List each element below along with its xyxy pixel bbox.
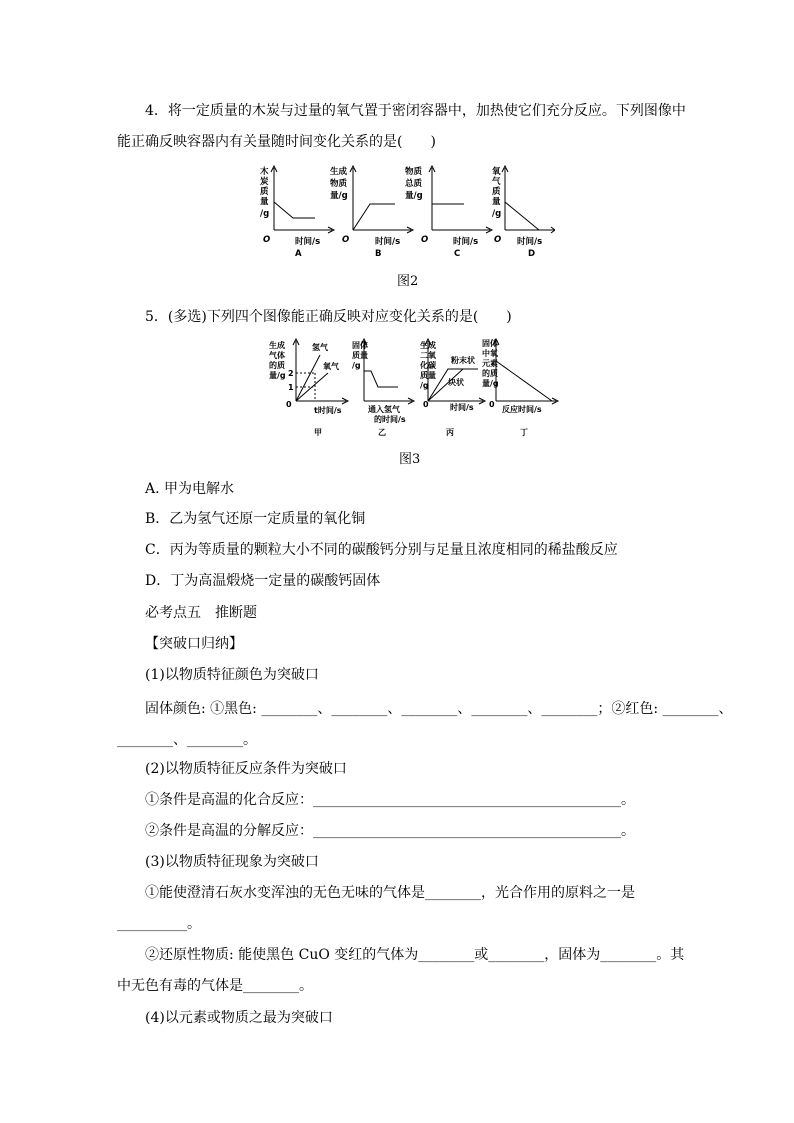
chart-c-ylabel-1: 总质 — [405, 179, 423, 189]
chart-jia-letter: 甲 — [314, 428, 322, 437]
chart-ding-ylabel-4: 量/g — [482, 379, 499, 388]
figure-3-caption: 图3 — [399, 452, 421, 467]
chart-bing-ylabel-0: 生成 — [420, 341, 436, 350]
chart-b-origin: O — [342, 235, 350, 245]
chart-yi-letter: 乙 — [378, 428, 386, 437]
option-a: A. 甲为电解水 — [145, 481, 235, 497]
option-d: D．丁为高温煅烧一定量的碳酸钙固体 — [145, 573, 381, 589]
chart-a-ylabel-3: 量 — [260, 197, 269, 207]
figure-3 — [268, 335, 563, 441]
chart-b-ylabel-2: 量/g — [330, 191, 348, 201]
section-title: 必考点五 推断题 — [145, 605, 257, 621]
chart-bing-series-powder: 粉末状 — [451, 356, 475, 365]
chart-d-ylabel-2: 质 — [492, 187, 501, 197]
para-3b: __________。 — [117, 916, 201, 932]
option-b: B．乙为氢气还原一定质量的氧化铜 — [145, 511, 366, 527]
chart-d-letter: D — [528, 249, 536, 259]
chart-bing-ylabel-1: 二氧 — [420, 351, 436, 360]
chart-ding-ylabel-1: 中氧 — [482, 349, 498, 358]
chart-b-ylabel-0: 生成 — [330, 167, 348, 177]
option-c: C．丙为等质量的颗粒大小不同的碳酸钙分别与足量且浓度相同的稀盐酸反应 — [145, 542, 618, 558]
para-3c: ②还原性物质: 能使黑色 CuO 变红的气体为________或________，固体为________。其 — [145, 947, 685, 963]
para-2b: ②条件是高温的分解反应：____________________________________________。 — [145, 823, 635, 839]
chart-yi-xlabel-1: 的时间/s — [374, 415, 406, 424]
para-2: (2)以物质特征反应条件为突破口 — [145, 761, 347, 777]
q4-stem-line1: 4．将一定质量的木炭与过量的氧气置于密闭容器中，加热使它们充分反应。下列图像中 — [145, 103, 686, 119]
chart-d-ylabel-3: 量 — [492, 197, 501, 207]
chart-ding-xlabel: 反应时间/s — [502, 405, 542, 414]
chart-d-xlabel: 时间/s — [517, 237, 543, 247]
chart-a-ylabel-2: 质 — [260, 187, 269, 197]
figure-2 — [255, 160, 555, 262]
para-4: (4)以元素或物质之最为突破口 — [145, 1010, 333, 1026]
chart-d-origin: O — [494, 235, 502, 245]
chart-c-ylabel-2: 量/g — [405, 191, 423, 201]
chart-jia-tick-1: 1 — [288, 383, 294, 392]
para-1: (1)以物质特征颜色为突破口 — [145, 667, 319, 683]
chart-jia-tick-2: 2 — [288, 369, 294, 378]
chart-c-xlabel: 时间/s — [453, 237, 479, 247]
chart-d-ylabel-1: 气 — [492, 177, 501, 187]
chart-a-ylabel-1: 炭 — [260, 177, 269, 187]
chart-jia-ylabel-1: 气体 — [269, 351, 285, 360]
figure-2-caption: 图2 — [397, 274, 419, 289]
para-2a: ①条件是高温的化合反应：____________________________________________。 — [145, 792, 635, 808]
chart-jia-series-oxygen: 氧气 — [323, 362, 339, 371]
chart-jia-ylabel-2: 的质 — [269, 361, 285, 370]
chart-bing-origin: 0 — [423, 400, 429, 409]
chart-jia-xlabel: t时间/s — [314, 406, 342, 415]
chart-bing-xlabel: 时间/s — [450, 403, 474, 412]
para-3: (3)以物质特征现象为突破口 — [145, 854, 319, 870]
chart-bing-series-lump: 块状 — [448, 378, 464, 387]
chart-a-ylabel-4: /g — [260, 209, 270, 219]
chart-jia-ylabel-0: 生成 — [269, 341, 285, 350]
chart-c-origin: O — [421, 235, 429, 245]
chart-ding-letter: 丁 — [520, 428, 528, 437]
q4-stem-line2: 能正确反映容器内有关量随时间变化关系的是( ) — [117, 134, 436, 150]
chart-jia-origin: 0 — [286, 400, 292, 409]
chart-ding-origin: 0 — [489, 400, 495, 409]
chart-a-ylabel-0: 木 — [260, 167, 269, 177]
chart-d-ylabel-4: /g — [492, 209, 502, 219]
chart-ding-ylabel-2: 元素 — [482, 359, 498, 368]
para-1a: 固体颜色: ①黑色: ________、________、________、________、________；②红色: ________、 — [145, 701, 733, 717]
chart-yi-ylabel-1: 质量 — [352, 351, 368, 360]
q5-stem: 5．(多选)下列四个图像能正确反映对应变化关系的是( ) — [145, 309, 512, 325]
chart-jia-ylabel-3: 量/g — [269, 371, 286, 380]
chart-d-ylabel-0: 氧 — [492, 167, 501, 177]
para-3a: ①能使澄清石灰水变浑浊的无色无味的气体是________，光合作用的原料之一是 — [145, 885, 635, 901]
chart-bing-ylabel-3: 质量 — [420, 371, 436, 380]
chart-a-origin: O — [263, 235, 271, 245]
chart-c-ylabel-0: 物质 — [405, 167, 423, 177]
chart-bing-ylabel-2: 化碳 — [420, 361, 436, 370]
section-subtitle: 【突破口归纳】 — [145, 636, 243, 652]
para-3d: 中无色有毒的气体是________。 — [117, 978, 313, 994]
chart-a-letter: A — [295, 249, 302, 259]
chart-b-ylabel-1: 物质 — [330, 179, 348, 189]
chart-bing-letter: 丙 — [446, 428, 454, 437]
chart-yi-ylabel-0: 固体 — [352, 341, 368, 350]
para-1b: ________、________。 — [117, 732, 257, 748]
chart-jia-series-hydrogen: 氢气 — [312, 343, 328, 352]
chart-ding-ylabel-3: 的质 — [482, 369, 498, 378]
chart-c-letter: C — [454, 249, 461, 259]
chart-b-xlabel: 时间/s — [375, 237, 401, 247]
chart-yi-xlabel-0: 通入氢气 — [368, 405, 400, 414]
chart-ding-ylabel-0: 固体 — [482, 339, 498, 348]
chart-a-xlabel: 时间/s — [295, 237, 321, 247]
chart-yi-ylabel-2: /g — [352, 361, 361, 370]
chart-bing-ylabel-4: /g — [420, 381, 429, 390]
chart-b-letter: B — [375, 249, 382, 259]
